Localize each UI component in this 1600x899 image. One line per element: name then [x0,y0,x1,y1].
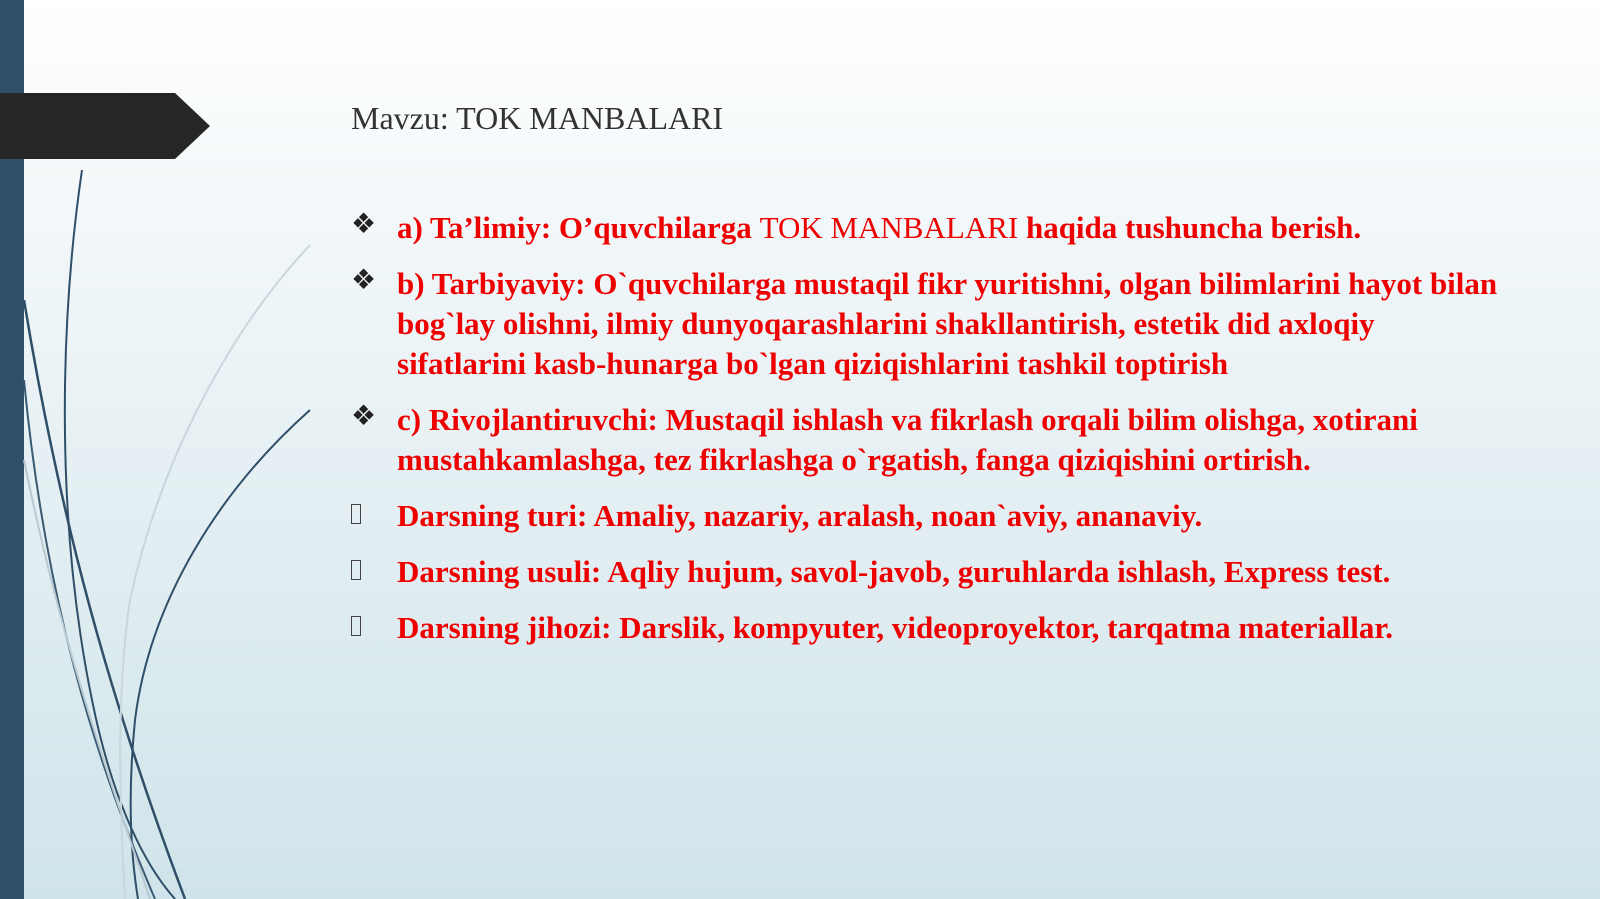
box-bullet-icon [351,560,361,580]
slide-title: Mavzu: TOK MANBALARI [351,100,724,136]
item-text: b) Tarbiyaviy: O`quvchilarga mustaqil fikr yuritishni, olgan bilimlarini hayot bilan bog`lay olishni, ilmiy dunyoqarashlarini shakllantirish, estetik did axloqiy sifatlarini kasb-hunarga bo`lgan qiziqishlarini tashkil toptirish [397,266,1498,381]
item-text: Darsning usuli: Aqliy hujum, savol-javob, guruhlarda ishlash, Express test. [397,554,1391,589]
list-item-dars-jihozi [351,608,1501,648]
list-item-rivojlantiruvchi [351,400,1501,480]
title-arrow-tab [0,93,210,159]
item-text: Darsning jihozi: Darslik, kompyuter, videoproyektor, tarqatma materiallar. [397,610,1394,645]
item-text: Darsning turi: Amaliy, nazariy, aralash, noan`aviy, ananaviy. [397,498,1203,533]
item-text: a) Ta’limiy: O’quvchilarga TOK MANBALARI haqida tushuncha berish. [397,210,1362,245]
diamond-bullet-icon: ❖ [351,265,377,296]
box-bullet-icon [351,504,361,524]
item-text: c) Rivojlantiruvchi: Mustaqil ishlash va fikrlash orqali bilim olishga, xotirani mustahkamlashga, tez fikrlashga o`rgatish, fanga qiziqishini ortirish. [397,402,1418,477]
topic-name: TOK MANBALARI [759,210,1019,245]
list-item-tarbiyaviy [351,264,1501,384]
list-item-dars-turi [351,496,1501,536]
list-item-talimiy [351,208,1501,248]
diamond-bullet-icon: ❖ [351,209,377,240]
list-item-dars-usuli [351,552,1501,592]
box-bullet-icon [351,616,361,636]
diamond-bullet-icon: ❖ [351,401,377,432]
objectives-list [351,208,1501,664]
